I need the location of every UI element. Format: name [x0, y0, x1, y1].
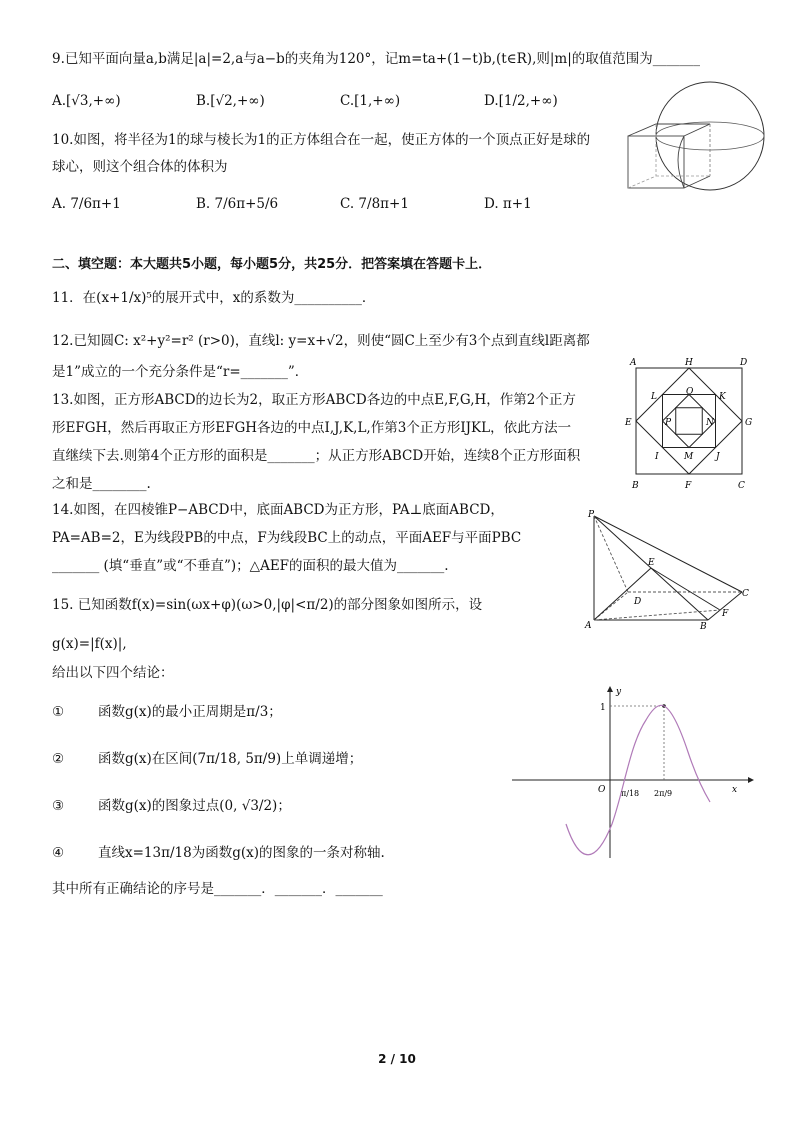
nested-squares-figure [624, 355, 754, 495]
label-G: G [745, 418, 753, 428]
page-number: 2 / 10 [378, 1052, 416, 1066]
sine-graph-figure [508, 684, 758, 862]
q14-line2: PA=AB=2，E为线段PB的中点，F为线段BC上的动点，平面AEF与平面PBC [52, 530, 522, 546]
q10-option-d: D. π+1 [484, 196, 532, 212]
q14-line3: _______ (填“垂直”或“不垂直”)；△AEF的面积的最大值为_______. [52, 558, 449, 574]
label-E-pyr: E [648, 558, 655, 568]
q14-line1: 14.如图，在四棱锥P−ABCD中，底面ABCD为正方形，PA⊥底面ABCD， [52, 502, 504, 518]
tick-one-label: 1 [600, 703, 606, 713]
q13-line3: 直继续下去.则第4个正方形的面积是_______；从正方形ABCD开始，连续8个正方形面积 [52, 448, 581, 464]
label-I: I [655, 452, 659, 462]
q15-line3: 给出以下四个结论： [52, 665, 174, 681]
label-L: L [651, 392, 657, 402]
label-P: P [665, 418, 672, 428]
q15-item4-text: 直线x=13π/18为函数g(x)的图象的一条对称轴. [98, 845, 385, 861]
q15-item4-num: ④ [52, 845, 65, 861]
q13-line2: 形EFGH，然后再取正方形EFGH各边的中点I,J,K,L,作第3个正方形IJKL，依此方法一 [52, 420, 572, 436]
pyramid-figure [582, 508, 754, 632]
label-B-pyr: B [700, 622, 707, 632]
q15-answer-line: 其中所有正确结论的序号是_______．_______．_______ [52, 881, 383, 897]
q10-option-c: C. 7/8π+1 [340, 196, 409, 212]
label-O: O [686, 387, 694, 397]
q15-item2-num: ② [52, 751, 65, 767]
sphere-cube-figure [620, 78, 770, 196]
label-P-pyr: P [588, 510, 595, 520]
q15-item1-num: ① [52, 704, 65, 720]
q12-line2: 是1”成立的一个充分条件是“r=_______”． [52, 364, 309, 380]
q10-option-b: B. 7/6π+5/6 [196, 196, 279, 212]
q11-text: 11．在(x+1/x)⁵的展开式中，x的系数为__________． [52, 290, 376, 306]
q10-line2: 球心，则这个组合体的体积为 [52, 159, 228, 175]
section-2-heading: 二、填空题：本大题共5小题，每小题5分，共25分．把答案填在答题卡上． [52, 257, 492, 272]
q10-line1: 10.如图，将半径为1的球与棱长为1的正方体组合在一起，使正方体的一个顶点正好是球的 [52, 132, 591, 148]
tick-2pi-9-label: 2π/9 [654, 789, 673, 798]
q9-option-a: A.[√3,+∞) [52, 93, 121, 109]
axis-x-label: x [732, 785, 738, 795]
q15-item3-text: 函数g(x)的图象过点(0, √3/2)； [98, 798, 291, 814]
label-C-pyr: C [742, 589, 749, 599]
q15-item3-num: ③ [52, 798, 65, 814]
label-K: K [719, 392, 726, 402]
q13-line1: 13.如图，正方形ABCD的边长为2，取正方形ABCD各边的中点E,F,G,H，作第2个正方 [52, 392, 576, 408]
label-M: M [684, 452, 694, 462]
q13-line4: 之和是________. [52, 476, 151, 492]
q9-option-b: B.[√2,+∞) [196, 93, 265, 109]
label-A-pyr: A [585, 621, 592, 631]
q15-line2: g(x)=|f(x)|, [52, 636, 127, 652]
q15-item1-text: 函数g(x)的最小正周期是π/3； [98, 704, 282, 720]
tick-pi-18-label: π/18 [621, 789, 640, 798]
label-C: C [738, 481, 745, 491]
label-A: A [630, 358, 637, 368]
label-B: B [632, 481, 639, 491]
q9-option-d: D.[1/2,+∞) [484, 93, 558, 109]
axis-y-label: y [616, 687, 622, 697]
q9-option-c: C.[1,+∞) [340, 93, 401, 109]
label-D-pyr: D [634, 597, 642, 607]
q15-item2-text: 函数g(x)在区间(7π/18, 5π/9)上单调递增； [98, 751, 363, 767]
label-H: H [685, 358, 693, 368]
label-J: J [716, 452, 720, 462]
label-F: F [685, 481, 692, 491]
q12-line1: 12.已知圆C: x²+y²=r² (r>0)，直线l: y=x+√2，则使“圆C上至少有3个点到直线l距离都 [52, 333, 590, 349]
label-D: D [740, 358, 748, 368]
q10-option-a: A. 7/6π+1 [52, 196, 121, 212]
origin-label: O [598, 785, 606, 795]
q9-text: 9.已知平面向量a,b满足|a|=2,a与a−b的夹角为120°，记m=ta+(1−t)b,(t∈R),则|m|的取值范围为_______ [52, 51, 701, 67]
label-E: E [625, 418, 632, 428]
q15-line1: 15. 已知函数f(x)=sin(ωx+φ)(ω>0,|φ|<π/2)的部分图象如图所示，设 [52, 597, 483, 613]
label-F-pyr: F [722, 609, 729, 619]
label-N: N [706, 418, 714, 428]
